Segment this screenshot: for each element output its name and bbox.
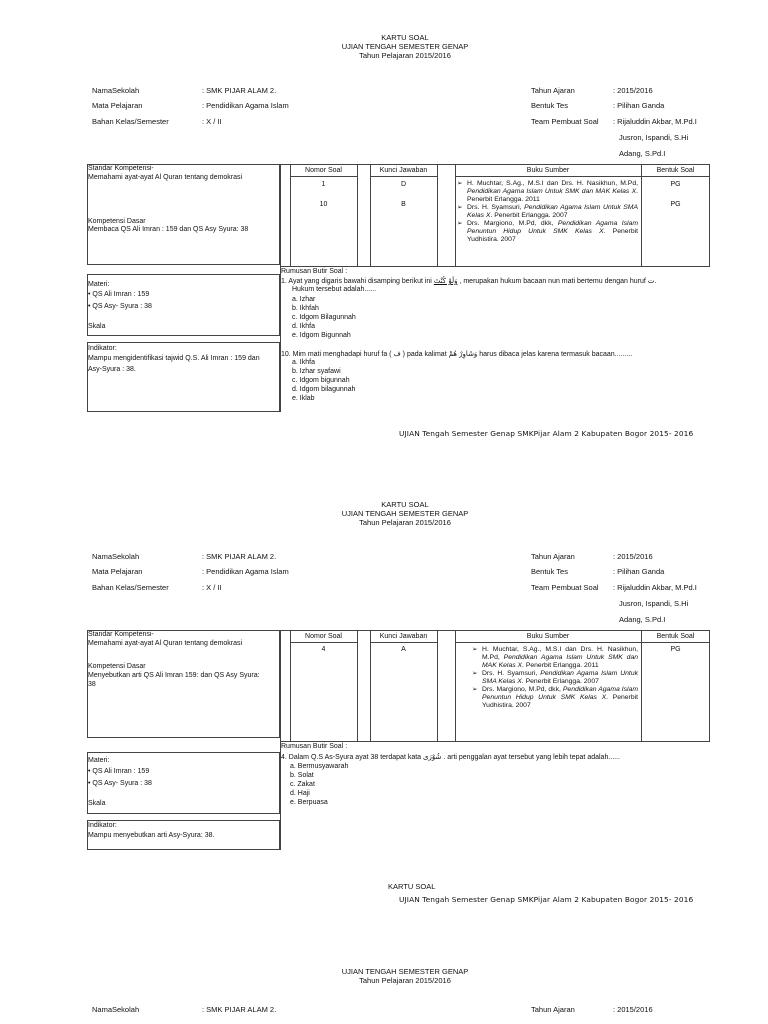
doc-subtitle: UJIAN TENGAH SEMESTER GENAP: [341, 42, 469, 51]
card1-q10-option-c: c. Idgom bigunnah: [292, 377, 350, 384]
card2-header-kunci: Kunci Jawaban: [379, 633, 428, 640]
doc-subtitle-2: UJIAN TENGAH SEMESTER GENAP: [341, 509, 469, 518]
year-value: : 2015/2016: [613, 86, 653, 95]
card2-header-nomor: Nomor Soal: [305, 633, 342, 640]
card1-q10-option-a: a. Ikhfa: [292, 359, 315, 366]
doc-year: Tahun Pelajaran 2015/2016: [359, 51, 451, 60]
year-label-3: Tahun Ajaran: [531, 1005, 575, 1014]
card2-skala: Skala: [88, 800, 106, 807]
card2-materi-1: • QS Ali Imran : 159: [88, 768, 150, 775]
card1-rumusan-label: Rumusan Butir Soal :: [281, 268, 348, 275]
card2-q4-option-d: d. Haji: [290, 790, 310, 797]
school-label-2: NamaSekolah: [92, 552, 140, 561]
card2-q4-option-a: a. Bermusyawarah: [290, 763, 349, 770]
card2-bentuk: PG: [670, 646, 681, 653]
team-value-1: : Rijaluddin Akbar, M.Pd.I: [613, 117, 697, 126]
class-label: Bahan Kelas/Semester: [92, 117, 169, 126]
card1-header-bentuk: Bentuk Soal: [656, 167, 695, 174]
school-value: : SMK PIJAR ALAM 2.: [202, 86, 277, 95]
card1-source-list: [457, 180, 638, 244]
subject-label-2: Mata Pelajaran: [92, 567, 143, 576]
page-footer-1: UJIAN Tengah Semester Genap SMKPijar Alam 2 Kabupaten Bogor 2015- 2016: [399, 429, 694, 438]
source-item: ➢ Drs. H. Syamsuri, Pendidikan Agama Islam Untuk SMA Kelas X. Penerbit Erlangga. 2007: [457, 204, 638, 220]
card1-kunci-2: B: [401, 201, 406, 208]
year-value-2: : 2015/2016: [613, 552, 653, 561]
source-item: ➢ Drs. H. Syamsuri, Pendidikan Agama Islam Untuk SMA Kelas X. Penerbit Erlangga. 2007: [472, 670, 638, 686]
card2-q4-option-e: e. Berpuasa: [290, 799, 328, 806]
card1-indikator-text-2: Asy-Syura : 38.: [88, 366, 136, 373]
doc-year-3: Tahun Pelajaran 2015/2016: [359, 976, 451, 985]
card2-nomor: 4: [321, 646, 326, 653]
card2-materi-2: • QS Asy- Syura : 38: [88, 780, 152, 787]
doc-year-2: Tahun Pelajaran 2015/2016: [359, 518, 451, 527]
card1-question-1: 1. Ayat yang digaris bawahi disamping berikut ini وَلَوْ كُنْتَ , merupakan hukum bacaan nun mati bertemu dengan huruf ت.: [281, 277, 657, 285]
year-label: Tahun Ajaran: [531, 86, 575, 95]
card1-q10-option-d: d. Idgom bilagunnah: [292, 386, 356, 393]
card2-kd-text-1: Menyebutkan arti QS Ali Imran 159: dan QS Asy Syura:: [88, 672, 260, 679]
kartu-soal-label-3: KARTU SOAL: [388, 882, 436, 891]
card1-indikator-label: Indikator:: [88, 345, 117, 352]
card2-kunci: A: [401, 646, 406, 653]
card1-kunci-1: D: [400, 181, 407, 188]
card1-bentuk-1: PG: [670, 181, 681, 188]
page-footer-2: UJIAN Tengah Semester Genap SMKPijar Alam 2 Kabupaten Bogor 2015- 2016: [399, 895, 694, 904]
year-value-3: : 2015/2016: [613, 1005, 653, 1014]
source-item: ➢ H. Muchtar, S.Ag., M.S.I dan Drs. H. Nasikhun, M.Pd, Pendidikan Agama Islam Untuk SMK dan MAK Kelas X. Penerbit Erlangga. 2011: [457, 180, 638, 204]
card1-skala: Skala: [88, 323, 106, 330]
card1-header-nomor: Nomor Soal: [305, 167, 342, 174]
card1-materi-label: Materi:: [88, 281, 110, 288]
card2-materi-label: Materi:: [88, 757, 110, 764]
subject-label: Mata Pelajaran: [92, 101, 143, 110]
card1-q1-option-d: d. Ikhfa: [292, 323, 315, 330]
card1-q1-option-c: c. Idgom Bilagunnah: [292, 314, 356, 321]
card1-q10-option-e: e. Iklab: [292, 395, 315, 402]
source-item: ➢ H. Muchtar, S.Ag., M.S.I dan Drs. H. Nasikhun, M.Pd, Pendidikan Agama Islam Untuk SMK dan MAK Kelas X. Penerbit Erlangga. 2011: [472, 646, 638, 670]
card2-q4-option-c: c. Zakat: [290, 781, 315, 788]
class-label-2: Bahan Kelas/Semester: [92, 583, 169, 592]
card1-header-buku: Buku Sumber: [526, 167, 570, 174]
doc-title-2: KARTU SOAL: [381, 500, 429, 509]
card1-materi-1: • QS Ali Imran : 159: [88, 291, 150, 298]
card1-materi-2: • QS Asy- Syura : 38: [88, 303, 152, 310]
card2-indikator-label: Indikator:: [88, 822, 117, 829]
card2-rumusan-label: Rumusan Butir Soal :: [281, 743, 348, 750]
team-label: Team Pembuat Soal: [531, 117, 599, 126]
team-value-2: Jusron, Ispandi, S.Hi: [619, 133, 689, 142]
card2-source-list: [472, 646, 638, 710]
class-value-2: : X / II: [202, 583, 222, 592]
card1-q1-option-a: a. Izhar: [292, 296, 316, 303]
test-form-label-2: Bentuk Tes: [531, 567, 568, 576]
card1-header-kunci: Kunci Jawaban: [379, 167, 428, 174]
card2-sk-label: Standar Kompetensi-: [88, 631, 154, 638]
card1-q10-option-b: b. Izhar syafawi: [292, 368, 341, 375]
school-label-3: NamaSekolah: [92, 1005, 140, 1014]
card1-sk-text: Memahami ayat-ayat Al Quran tentang demokrasi: [88, 174, 243, 181]
card1-indikator-text-1: Mampu mengidentifikasi tajwid Q.S. Ali Imran : 159 dan: [88, 355, 260, 362]
team-label-2: Team Pembuat Soal: [531, 583, 599, 592]
school-value-2: : SMK PIJAR ALAM 2.: [202, 552, 277, 561]
card1-nomor-1: 1: [321, 181, 326, 188]
team-value-3: Adang, S.Pd.I: [619, 149, 666, 158]
test-form-value: : Pilihan Ganda: [613, 101, 665, 110]
source-item: ➢ Drs. Margiono, M.Pd, dkk, Pendidikan Agama Islam Penuntun Hidup Untuk SMK Kelas X. Penerbit Yudhistira. 2007: [457, 220, 638, 244]
source-item: ➢ Drs. Margiono, M.Pd, dkk, Pendidikan Agama Islam Penuntun Hidup Untuk SMK Kelas X. Penerbit Yudhistira. 2007: [472, 686, 638, 710]
card1-question-10: 10. Mim mati menghadapi huruf fa ( ف ) pada kalimat وَشَاوِرْ هُمْ harus dibaca jelas karena termasuk bacaan.........: [281, 350, 633, 358]
team-value-2-1: : Rijaluddin Akbar, M.Pd.I: [613, 583, 697, 592]
subject-value-2: : Pendidikan Agama Islam: [202, 567, 289, 576]
year-label-2: Tahun Ajaran: [531, 552, 575, 561]
test-form-value-2: : Pilihan Ganda: [613, 567, 665, 576]
team-value-2-2: Jusron, Ispandi, S.Hi: [619, 599, 689, 608]
team-value-2-3: Adang, S.Pd.I: [619, 615, 666, 624]
card2-kd-label: Kompetensi Dasar: [88, 663, 146, 670]
card1-sk-label: Standar Kompetensi-: [88, 165, 154, 172]
card1-kd-label: Kompetensi Dasar: [88, 218, 146, 225]
card2-header-bentuk: Bentuk Soal: [656, 633, 695, 640]
card2-sk-text: Memahami ayat-ayat Al Quran tentang demokrasi: [88, 640, 243, 647]
card2-kd-text-2: 38: [88, 681, 96, 688]
test-form-label: Bentuk Tes: [531, 101, 568, 110]
school-value-3: : SMK PIJAR ALAM 2.: [202, 1005, 277, 1014]
card2-question-4: 4. Dalam Q.S As-Syura ayat 38 terdapat kata شُوْرَى . arti penggalan ayat tersebut yang lebih tepat adalah......: [281, 753, 621, 761]
card1-nomor-2: 10: [319, 201, 328, 208]
subject-value: : Pendidikan Agama Islam: [202, 101, 289, 110]
card1-bentuk-2: PG: [670, 201, 681, 208]
card2-header-buku: Buku Sumber: [526, 633, 570, 640]
class-value: : X / II: [202, 117, 222, 126]
card1-kd-text: Membaca QS Ali Imran : 159 dan QS Asy Syura: 38: [88, 226, 249, 233]
card1-q1-option-b: b. Ikhfah: [292, 305, 319, 312]
doc-title: KARTU SOAL: [381, 33, 429, 42]
card1-q1-option-e: e. Idgom Bigunnah: [292, 332, 351, 339]
card2-indikator-text: Mampu menyebutkan arti Asy-Syura: 38.: [88, 832, 215, 839]
card2-q4-option-b: b. Solat: [290, 772, 314, 779]
card1-question-1-cont: Hukum tersebut adalah......: [292, 286, 377, 293]
school-label: NamaSekolah: [92, 86, 140, 95]
doc-subtitle-3: UJIAN TENGAH SEMESTER GENAP: [341, 967, 469, 976]
